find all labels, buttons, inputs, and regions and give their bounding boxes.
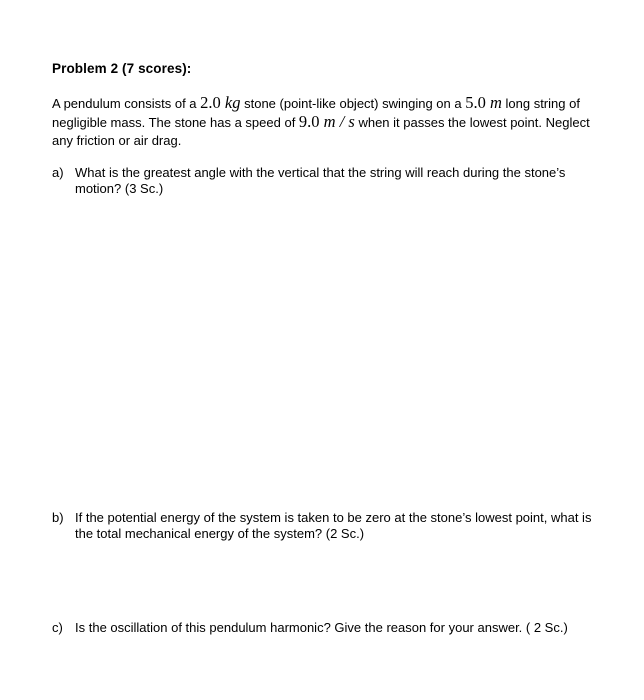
- mass-value: 2.0 kg: [200, 93, 241, 112]
- length-value: 5.0 m: [465, 93, 502, 112]
- question-marker: c): [52, 620, 63, 635]
- problem-statement: [52, 94, 612, 150]
- speed-value: 9.0 m / s: [298, 112, 355, 131]
- question-text: What is the greatest angle with the vertical that the string will reach during the stone’s motion? (3 Sc.): [75, 165, 566, 196]
- statement-text: when it passes the lowest point. Neglect any friction or air drag.: [52, 115, 590, 148]
- statement-text: long string of negligible mass. The stone has a speed of: [52, 96, 580, 130]
- speed-unit: m / s: [323, 112, 355, 131]
- mass-unit: kg: [224, 93, 241, 112]
- statement-text: stone (point-like object) swinging on a: [240, 96, 466, 111]
- question-marker: b): [52, 510, 64, 525]
- question-text: Is the oscillation of this pendulum harmonic? Give the reason for your answer. ( 2 Sc.): [75, 620, 568, 635]
- question-a: [52, 165, 612, 197]
- length-unit: m: [489, 93, 502, 112]
- question-c: [52, 620, 612, 636]
- problem-title: Problem 2 (7 scores):: [52, 61, 192, 76]
- question-text: If the potential energy of the system is taken to be zero at the stone’s lowest point, what is the total mechanical energy of the system? (2 Sc.): [75, 510, 592, 541]
- statement-text: A pendulum consists of a: [52, 96, 201, 111]
- question-marker: a): [52, 165, 64, 180]
- question-b: [52, 510, 612, 542]
